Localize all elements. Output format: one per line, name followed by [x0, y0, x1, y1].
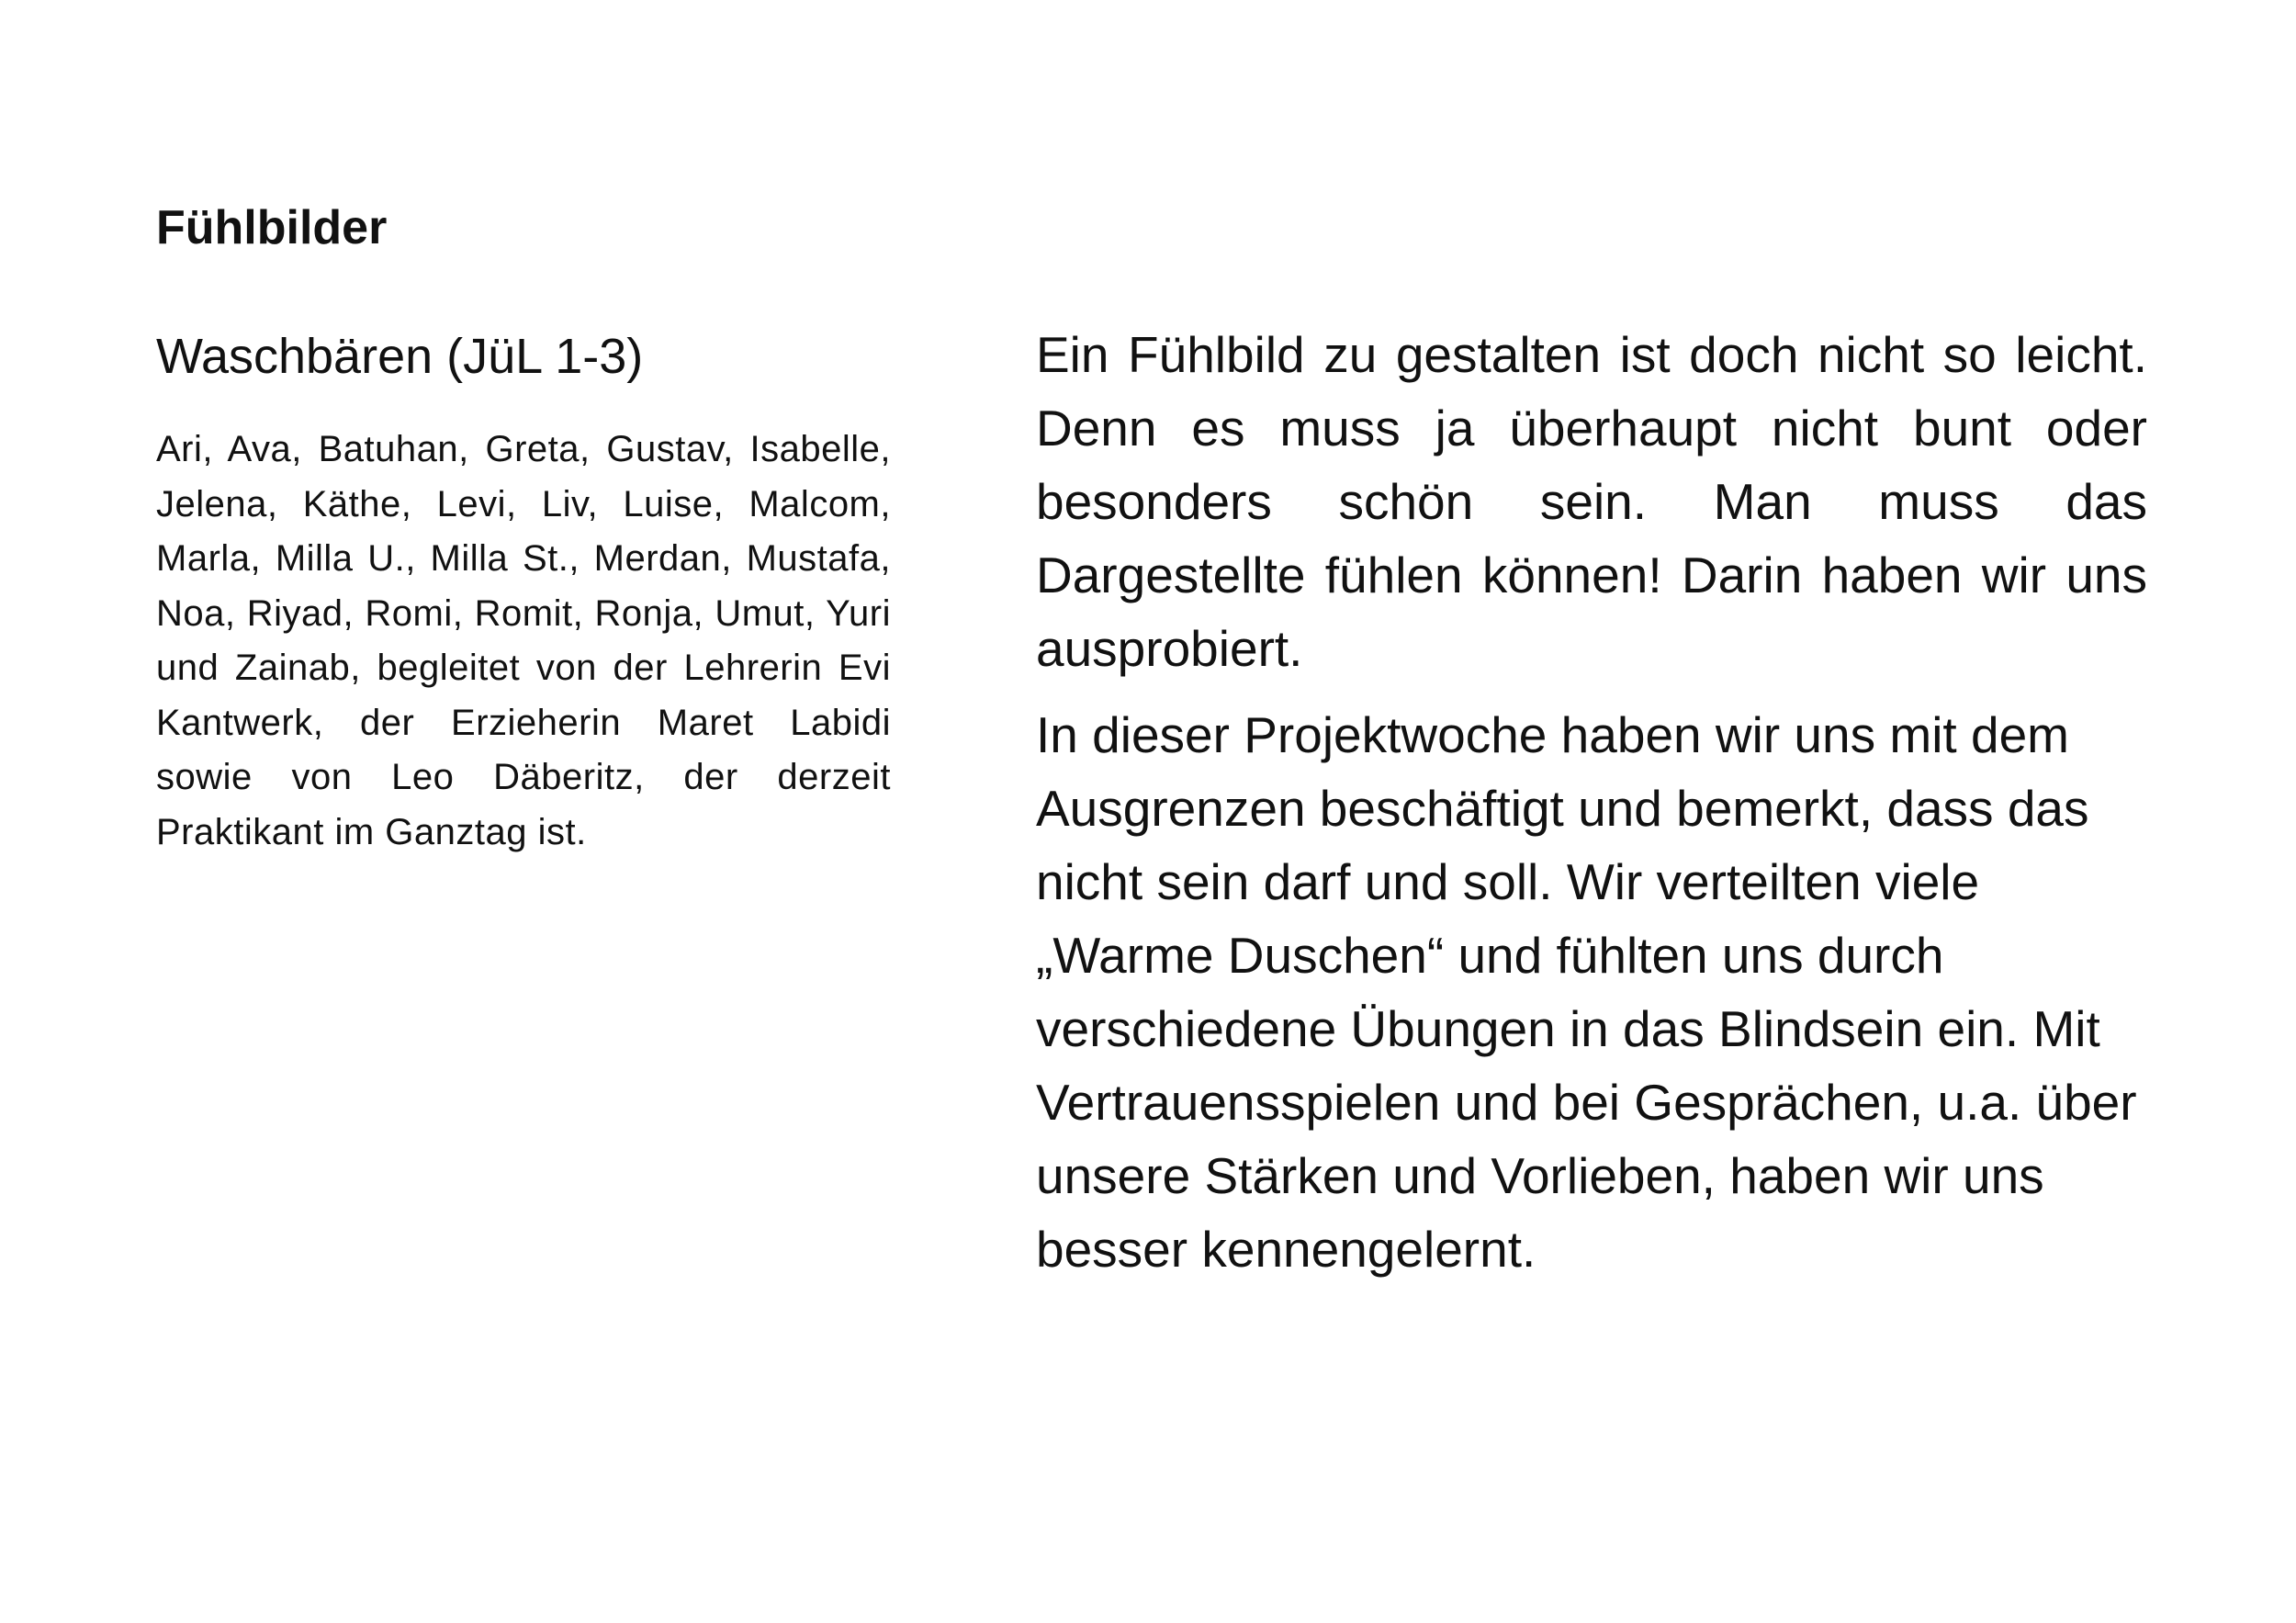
group-title: Waschbären (JüL 1-3)	[156, 329, 644, 384]
project-week-paragraph: In dieser Projektwoche haben wir uns mit dem Ausgrenzen beschäftigt und bemerkt, dass das nicht sein darf und soll. Wir verteilten viele „Warme Duschen“ und fühlten uns durch verschiedene Übungen in das Blindsein ein. Mit Vertrauensspielen und bei Gesprächen, u.a. über unsere Stärken und Vorlieben, haben wir uns besser kennengelernt.	[1036, 706, 2137, 1278]
group-members-text: Ari, Ava, Batuhan, Greta, Gustav, Isabelle, Jelena, Käthe, Levi, Liv, Luise, Malcom, Marla, Milla U., Milla St., Merdan, Mustafa, Noa, Riyad, Romi, Romit, Ronja, Umut, Yuri und Zainab, begleitet von der Lehrerin Evi Kantwerk, der Erzieherin Maret Labidi sowie von Leo Däberitz, der derzeit Praktikant im Ganztag ist.	[156, 429, 891, 852]
page-title: Fühlbilder	[156, 201, 388, 254]
group-info-column	[156, 323, 891, 860]
intro-paragraph: Ein Fühlbild zu gestalten ist doch nicht so leicht. Denn es muss ja überhaupt nicht bunt oder besonders schön sein. Man muss das Dargestellte fühlen können! Darin haben wir uns ausprobiert.	[1036, 326, 2147, 677]
description-column	[1036, 318, 2147, 1286]
